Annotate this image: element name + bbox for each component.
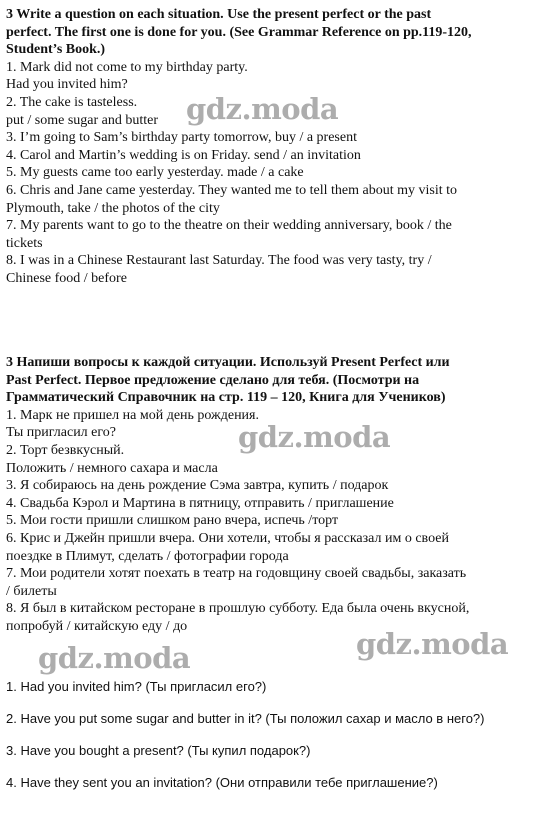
russian-line: 4. Свадьба Кэрол и Мартина в пятницу, отправить / приглашение	[6, 495, 394, 511]
russian-line: / билеты	[6, 583, 57, 599]
russian-line: 8. Я был в китайском ресторане в прошлую субботу. Еда была очень вкусной,	[6, 601, 470, 617]
russian-line: 1. Марк не пришел на мой день рождения.	[6, 407, 259, 423]
english-line: Had you invited him?	[6, 77, 128, 93]
russian-heading-line: Грамматический Справочник на стр. 119 – 120, Книга для Учеников)	[6, 390, 446, 406]
english-line: 1. Mark did not come to my birthday party.	[6, 59, 248, 75]
watermark: gdz.moda	[356, 627, 509, 661]
english-exercise	[6, 6, 528, 288]
russian-line: 2. Торт безвкусный.	[6, 442, 125, 458]
watermark: gdz.moda	[38, 641, 191, 675]
english-line: 8. I was in a Chinese Restaurant last Saturday. The food was very tasty, try /	[6, 253, 432, 269]
answer-line: 4. Have they sent you an invitation? (Они отправили тебе приглашение?)	[6, 775, 438, 790]
english-line: tickets	[6, 235, 43, 251]
english-line: 7. My parents want to go to the theatre on their wedding anniversary, book / the	[6, 218, 452, 234]
english-heading-line: Student’s Book.)	[6, 42, 106, 58]
russian-line: попробуй / китайскую еду / до	[6, 618, 188, 634]
russian-line: 7. Мои родители хотят поехать в театр на годовщину своей свадьбы, заказать	[6, 566, 467, 582]
russian-line: 6. Крис и Джейн пришли вчера. Они хотели, чтобы я рассказал им о своей	[6, 530, 449, 546]
watermark: gdz.moda	[186, 92, 339, 126]
english-line: 4. Carol and Martin’s wedding is on Friday. send / an invitation	[6, 147, 361, 163]
russian-heading-line: 3 Напиши вопросы к каждой ситуации. Используй Present Perfect или	[6, 355, 450, 370]
english-line: Chinese food / before	[6, 270, 127, 286]
russian-line: Ты пригласил его?	[6, 425, 116, 441]
russian-line: поездке в Плимут, сделать / фотографии города	[6, 548, 289, 564]
russian-heading-line: Past Perfect. Первое предложение сделано для тебя. (Посмотри на	[6, 372, 420, 388]
english-line: 3. I’m going to Sam’s birthday party tomorrow, buy / a present	[6, 130, 357, 146]
russian-line: 3. Я собираюсь на день рождение Сэма завтра, купить / подарок	[6, 478, 389, 494]
english-heading-line: perfect. The first one is done for you. (See Grammar Reference on pp.119-120,	[6, 24, 472, 40]
russian-exercise	[6, 354, 528, 636]
english-line: 6. Chris and Jane came yesterday. They wanted me to tell them about my visit to	[6, 182, 458, 198]
answers-list	[6, 678, 528, 806]
answer-line: 1. Had you invited him? (Ты пригласил его?)	[6, 679, 267, 694]
russian-line: 5. Мои гости пришли слишком рано вчера, испечь /торт	[6, 513, 339, 529]
watermark: gdz.moda	[238, 420, 391, 454]
english-line: 2. The cake is tasteless.	[6, 94, 138, 110]
english-line: 5. My guests came too early yesterday. made / a cake	[6, 165, 304, 181]
english-line: Plymouth, take / the photos of the city	[6, 200, 220, 216]
english-heading-line: 3 Write a question on each situation. Use the present perfect or the past	[6, 7, 432, 22]
english-line: put / some sugar and butter	[6, 112, 159, 128]
russian-line: Положить / немного сахара и масла	[6, 460, 218, 476]
answer-line: 2. Have you put some sugar and butter in it? (Ты положил сахар и масло в него?)	[6, 711, 485, 726]
answer-line: 3. Have you bought a present? (Ты купил подарок?)	[6, 743, 311, 758]
